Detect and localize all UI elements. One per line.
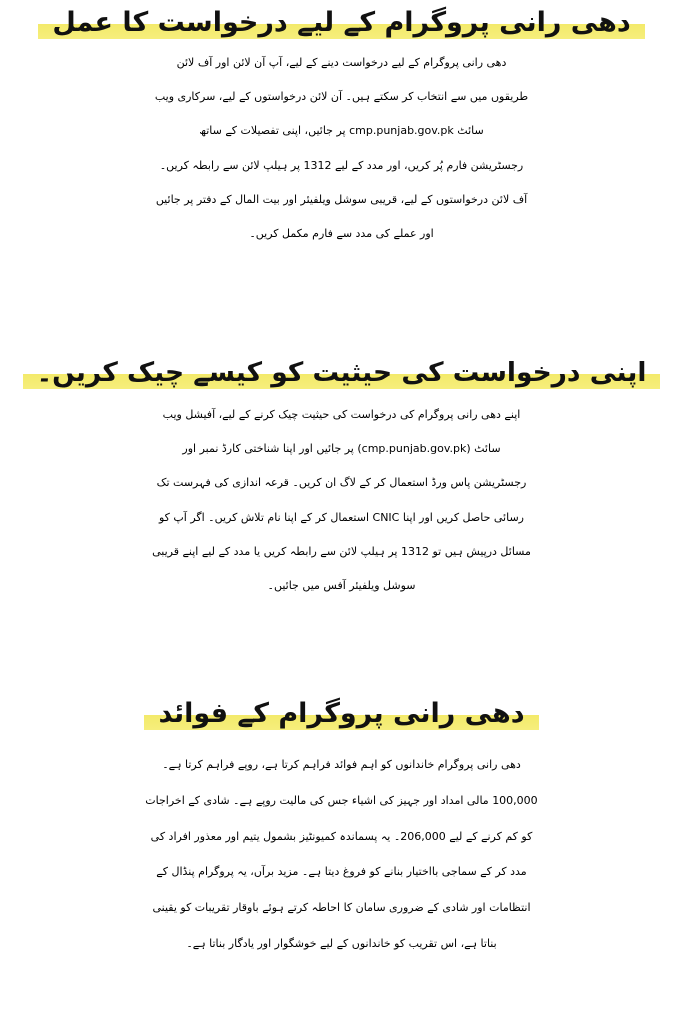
paragraph-line: سوشل ویلفیئر آفس میں جائیں۔ bbox=[267, 579, 416, 593]
benefits-heading: دھی رانی پروگرام کے فوائد bbox=[144, 695, 538, 733]
status-check-heading: اپنی درخواست کی حیثیت کو کیسے چیک کریں۔ bbox=[23, 354, 661, 392]
paragraph-line: دھی رانی پروگرام خاندانوں کو اہم فوائد فراہم کرتا ہے، روپے فراہم کرتا ہے۔ bbox=[162, 758, 521, 771]
paragraph-line: سائٹ cmp.punjab.gov.pk پر جائیں، اپنی تفصیلات کے ساتھ bbox=[199, 124, 484, 138]
status-check-section bbox=[0, 354, 683, 603]
application-process-heading: دھی رانی پروگرام کے لیے درخواست کا عمل bbox=[38, 4, 644, 42]
paragraph-line: طریقوں میں سے انتخاب کر سکتے ہیں۔ آن لائن درخواستوں کے لیے، سرکاری ویب bbox=[154, 90, 529, 104]
benefits-paragraph bbox=[0, 747, 683, 962]
application-process-paragraph bbox=[0, 46, 683, 251]
paragraph-line: انتظامات اور شادی کے ضروری سامان کا احاطہ کرتے ہوئے باوقار تقریبات کو یقینی bbox=[152, 901, 531, 915]
paragraph-line: کو کم کرنے کے لیے 206,000۔ یہ پسماندہ کمیونٹیز بشمول یتیم اور معذور افراد کی bbox=[150, 829, 533, 843]
paragraph-line: اپنے دھی رانی پروگرام کی درخواست کی حیثیت چیک کرنے کے لیے، آفیشل ویب bbox=[162, 408, 521, 421]
paragraph-line: 100,000 مالی امداد اور جہیز کی اشیاء جس کی مالیت روپے ہے۔ شادی کے اخراجات bbox=[145, 793, 538, 807]
paragraph-line: دھی رانی پروگرام کے لیے درخواست دینے کے لیے، آپ آن لائن اور آف لائن bbox=[176, 56, 507, 69]
paragraph-line: بناتا ہے، اس تقریب کو خاندانوں کے لیے خوشگوار اور یادگار بناتا ہے۔ bbox=[186, 936, 497, 950]
paragraph-line: مسائل درپیش ہیں تو 1312 پر ہیلپ لائن سے رابطہ کریں یا مدد کے لیے اپنے قریبی bbox=[152, 544, 531, 558]
paragraph-line: آف لائن درخواستوں کے لیے، قریبی سوشل ویلفیئر اور بیت المال کے دفتر پر جائیں bbox=[155, 192, 528, 206]
paragraph-line: رجسٹریشن پاس ورڈ استعمال کر کے لاگ ان کریں۔ قرعہ اندازی کی فہرست تک bbox=[156, 476, 527, 490]
paragraph-line: رجسٹریشن فارم پُر کریں، اور مدد کے لیے 1312 پر ہیلپ لائن سے رابطہ کریں۔ bbox=[159, 158, 524, 172]
status-check-paragraph bbox=[0, 398, 683, 603]
benefits-section bbox=[0, 695, 683, 962]
paragraph-line: رسائی حاصل کریں اور اپنا CNIC استعمال کر کے اپنا نام تلاش کریں۔ اگر آپ کو bbox=[159, 510, 524, 524]
paragraph-line: اور عملے کی مدد سے فارم مکمل کریں۔ bbox=[249, 227, 434, 241]
paragraph-line: سائٹ (cmp.punjab.gov.pk) پر جائیں اور اپنا شناختی کارڈ نمبر اور bbox=[182, 442, 501, 456]
paragraph-line: مدد کر کے سماجی بااختیار بنانے کو فروغ دیتا ہے۔ مزید برآں، یہ پروگرام پنڈال کے bbox=[156, 865, 527, 879]
application-process-section bbox=[0, 4, 683, 251]
